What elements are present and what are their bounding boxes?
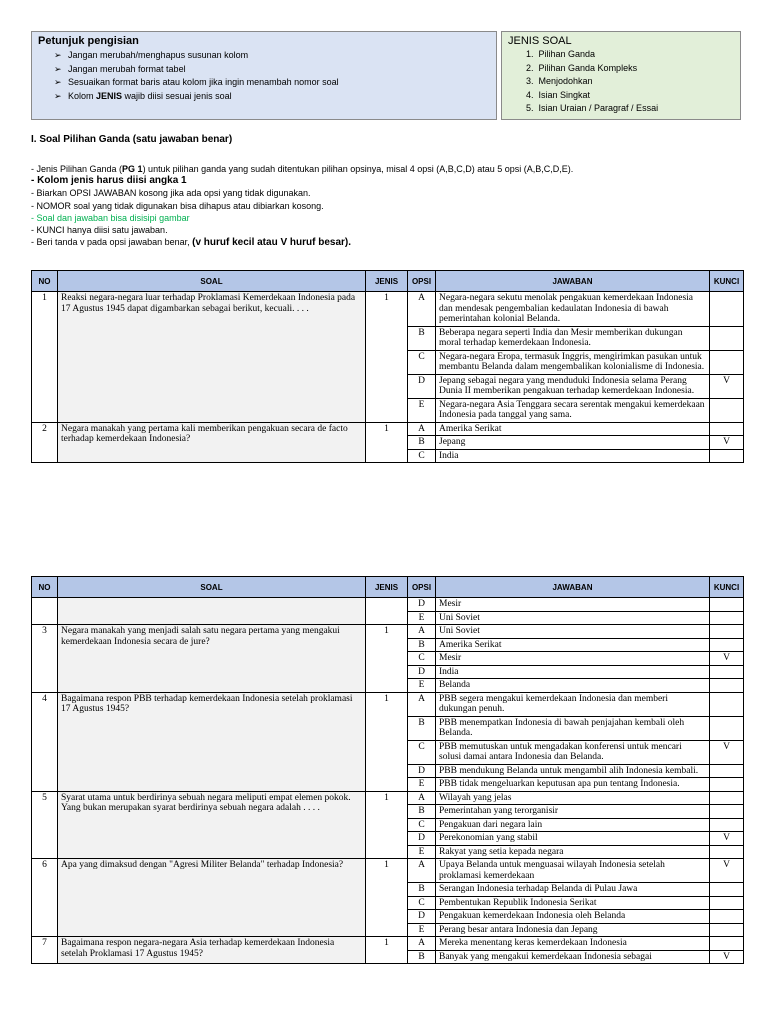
answer-key-cell: V bbox=[710, 950, 744, 964]
answer-key-cell bbox=[710, 910, 744, 924]
answer-text-cell: India bbox=[436, 449, 710, 463]
section-title: I. Soal Pilihan Ganda (satu jawaban benar) bbox=[31, 134, 233, 145]
answer-text-cell: Perekonomian yang stabil bbox=[436, 832, 710, 846]
table-row bbox=[32, 859, 744, 883]
answer-key-cell bbox=[710, 805, 744, 819]
option-letter-cell: E bbox=[408, 679, 436, 693]
question-type-cell: 1 bbox=[366, 292, 408, 423]
answer-key-cell: V bbox=[710, 859, 744, 883]
answer-key-cell bbox=[710, 350, 744, 374]
answer-text-cell: PBB tidak mengeluarkan keputusan apa pun tentang Indonesia. bbox=[436, 778, 710, 792]
question-number-cell bbox=[32, 598, 58, 625]
header-opsi: OPSI bbox=[408, 577, 436, 598]
answer-key-cell bbox=[710, 845, 744, 859]
question-type-item: 5. Isian Uraian / Paragraf / Essai bbox=[526, 103, 659, 113]
answer-key-cell bbox=[710, 449, 744, 463]
answer-text-cell: Upaya Belanda untuk menguasai wilayah Indonesia setelah proklamasi kemerdekaan bbox=[436, 859, 710, 883]
option-letter-cell: E bbox=[408, 611, 436, 625]
answer-text-cell: Serangan Indonesia terhadap Belanda di Pulau Jawa bbox=[436, 883, 710, 897]
question-text-cell: Apa yang dimaksud dengan "Agresi Militer Belanda" terhadap Indonesia? bbox=[58, 859, 366, 937]
instructions-box bbox=[31, 31, 497, 120]
question-number-cell: 2 bbox=[32, 422, 58, 463]
option-letter-cell: C bbox=[408, 652, 436, 666]
arrow-bullet-icon: ➢ bbox=[54, 77, 62, 87]
answer-text-cell: Amerika Serikat bbox=[436, 638, 710, 652]
question-types-list bbox=[502, 48, 740, 116]
answer-text-cell: Belanda bbox=[436, 679, 710, 693]
header-soal: SOAL bbox=[58, 271, 366, 292]
option-letter-cell: B bbox=[408, 883, 436, 897]
option-letter-cell: B bbox=[408, 638, 436, 652]
option-letter-cell: E bbox=[408, 398, 436, 422]
question-type-cell: 1 bbox=[366, 859, 408, 937]
answer-text-cell: Pengakuan kemerdekaan Indonesia oleh Belanda bbox=[436, 910, 710, 924]
question-type-cell: 1 bbox=[366, 422, 408, 463]
table-header-row bbox=[32, 577, 744, 598]
option-letter-cell: D bbox=[408, 374, 436, 398]
answer-key-cell bbox=[710, 778, 744, 792]
answer-key-cell bbox=[710, 398, 744, 422]
question-types-title: JENIS SOAL bbox=[508, 35, 572, 47]
answer-text-cell: India bbox=[436, 665, 710, 679]
questions-table bbox=[31, 576, 744, 964]
answer-key-cell bbox=[710, 292, 744, 327]
question-types-box bbox=[501, 31, 741, 120]
option-letter-cell: D bbox=[408, 832, 436, 846]
answer-text-cell: Mesir bbox=[436, 598, 710, 612]
arrow-bullet-icon: ➢ bbox=[54, 63, 62, 74]
table-row bbox=[32, 292, 744, 327]
header-jenis: JENIS bbox=[366, 271, 408, 292]
answer-text-cell: Pembentukan Republik Indonesia Serikat bbox=[436, 896, 710, 910]
question-type-cell: 1 bbox=[366, 692, 408, 791]
answer-text-cell: Pengakuan dari negara lain bbox=[436, 818, 710, 832]
answer-text-cell: Uni Soviet bbox=[436, 611, 710, 625]
answer-text-cell: Uni Soviet bbox=[436, 625, 710, 639]
answer-text-cell: PBB menempatkan Indonesia di bawah penjajahan kembali oleh Belanda. bbox=[436, 716, 710, 740]
question-type-cell: 1 bbox=[366, 791, 408, 859]
answer-text-cell: Mesir bbox=[436, 652, 710, 666]
option-letter-cell: A bbox=[408, 292, 436, 327]
header-no: NO bbox=[32, 271, 58, 292]
notes-block bbox=[31, 163, 741, 249]
header-kunci: KUNCI bbox=[710, 271, 744, 292]
answer-text-cell: Negara-negara Eropa, termasuk Inggris, mengirimkan pasukan untuk membantu Belanda dalam mengembalikan kolonialisme di Indonesia. bbox=[436, 350, 710, 374]
answer-key-cell bbox=[710, 692, 744, 716]
answer-text-cell: Mereka menentang keras kemerdekaan Indonesia bbox=[436, 937, 710, 951]
answer-key-cell: V bbox=[710, 740, 744, 764]
header-no: NO bbox=[32, 577, 58, 598]
table-row bbox=[32, 937, 744, 951]
answer-text-cell: Pemerintahan yang terorganisir bbox=[436, 805, 710, 819]
header-jenis: JENIS bbox=[366, 577, 408, 598]
answer-key-cell bbox=[710, 422, 744, 436]
answer-key-cell: V bbox=[710, 832, 744, 846]
answer-text-cell: PBB mendukung Belanda untuk mengambil alih Indonesia kembali. bbox=[436, 764, 710, 778]
answer-key-cell bbox=[710, 883, 744, 897]
note-line: - Biarkan OPSI JAWABAN kosong jika ada opsi yang tidak digunakan. bbox=[31, 188, 311, 199]
question-type-cell: 1 bbox=[366, 937, 408, 964]
option-letter-cell: C bbox=[408, 449, 436, 463]
question-text-cell: Syarat utama untuk berdirinya sebuah negara meliputi empat elemen pokok. Yang bukan merupakan syarat berdirinya sebuah negara adalah . . . . bbox=[58, 791, 366, 859]
instruction-item: ➢ Kolom JENIS wajib diisi sesuai jenis soal bbox=[54, 90, 496, 104]
instructions-title: Petunjuk pengisian bbox=[38, 35, 139, 47]
note-line: - NOMOR soal yang tidak digunakan bisa dihapus atau dibiarkan kosong. bbox=[31, 200, 324, 211]
header-soal: SOAL bbox=[58, 577, 366, 598]
questions-table bbox=[31, 270, 744, 463]
header-opsi: OPSI bbox=[408, 271, 436, 292]
header-jawaban: JAWABAN bbox=[436, 271, 710, 292]
question-type-item: 2. Pilihan Ganda Kompleks bbox=[526, 62, 638, 73]
answer-key-cell bbox=[710, 611, 744, 625]
answer-key-cell bbox=[710, 896, 744, 910]
note-line: - Beri tanda v pada opsi jawaban benar, (v huruf kecil atau V huruf besar). bbox=[31, 237, 352, 249]
arrow-bullet-icon: ➢ bbox=[54, 50, 62, 60]
option-letter-cell: B bbox=[408, 805, 436, 819]
answer-text-cell: PBB memutuskan untuk mengadakan konferensi untuk mencari solusi damai antara Indonesia dan Belanda. bbox=[436, 740, 710, 764]
option-letter-cell: D bbox=[408, 665, 436, 679]
table-row bbox=[32, 598, 744, 612]
answer-text-cell: Negara-negara Asia Tenggara secara serentak mengakui kemerdekaan Indonesia pada tanggal yang sama. bbox=[436, 398, 710, 422]
table-header-row bbox=[32, 271, 744, 292]
question-number-cell: 5 bbox=[32, 791, 58, 859]
option-letter-cell: A bbox=[408, 625, 436, 639]
question-text-cell: Bagaimana respon negara-negara Asia terhadap kemerdekaan Indonesia setelah Proklamasi 17 Agustus 1945? bbox=[58, 937, 366, 964]
instruction-item: ➢ Jangan merubah/menghapus susunan kolom bbox=[54, 49, 496, 63]
question-number-cell: 7 bbox=[32, 937, 58, 964]
answer-key-cell bbox=[710, 923, 744, 937]
question-type-item: 1. Pilihan Ganda bbox=[526, 49, 596, 59]
answer-text-cell: Rakyat yang setia kepada negara bbox=[436, 845, 710, 859]
instruction-item: ➢ Sesuaikan format baris atau kolom jika ingin menambah nomor soal bbox=[54, 76, 496, 90]
option-letter-cell: C bbox=[408, 896, 436, 910]
answer-key-cell bbox=[710, 598, 744, 612]
answer-key-cell: V bbox=[710, 436, 744, 450]
note-line: - Jenis Pilihan Ganda (PG 1) untuk pilihan ganda yang sudah ditentukan pilihan opsinya, misal 4 opsi (A,B,C,D) atau 5 opsi (A,B,C,D,E). bbox=[31, 164, 574, 174]
note-line: - Kolom jenis harus diisi angka 1 bbox=[31, 175, 187, 187]
option-letter-cell: B bbox=[408, 716, 436, 740]
option-letter-cell: A bbox=[408, 937, 436, 951]
question-number-cell: 4 bbox=[32, 692, 58, 791]
answer-key-cell bbox=[710, 791, 744, 805]
answer-text-cell: Banyak yang mengakui kemerdekaan Indonesia sebagai bbox=[436, 950, 710, 964]
table-row bbox=[32, 625, 744, 639]
option-letter-cell: B bbox=[408, 436, 436, 450]
question-type-item: 3. Menjodohkan bbox=[526, 76, 593, 86]
question-number-cell: 1 bbox=[32, 292, 58, 423]
answer-text-cell: Amerika Serikat bbox=[436, 422, 710, 436]
answer-key-cell bbox=[710, 764, 744, 778]
answer-text-cell: Jepang bbox=[436, 436, 710, 450]
question-type-item: 4. Isian Singkat bbox=[526, 89, 591, 100]
question-text-cell: Negara manakah yang menjadi salah satu negara pertama yang mengakui kemerdekaan Indonesia secara de jure? bbox=[58, 625, 366, 693]
answer-text-cell: Wilayah yang jelas bbox=[436, 791, 710, 805]
option-letter-cell: A bbox=[408, 859, 436, 883]
answer-key-cell bbox=[710, 716, 744, 740]
option-letter-cell: E bbox=[408, 778, 436, 792]
option-letter-cell: E bbox=[408, 845, 436, 859]
question-text-cell: Reaksi negara-negara luar terhadap Proklamasi Kemerdekaan Indonesia pada 17 Agustus 1945 dapat digambarkan sebagai berikut, kecuali. . . . bbox=[58, 292, 366, 423]
table-row bbox=[32, 692, 744, 716]
answer-key-cell: V bbox=[710, 374, 744, 398]
option-letter-cell: B bbox=[408, 950, 436, 964]
answer-key-cell: V bbox=[710, 652, 744, 666]
option-letter-cell: D bbox=[408, 764, 436, 778]
table-row bbox=[32, 422, 744, 436]
option-letter-cell: C bbox=[408, 350, 436, 374]
question-number-cell: 3 bbox=[32, 625, 58, 693]
option-letter-cell: C bbox=[408, 740, 436, 764]
arrow-bullet-icon: ➢ bbox=[54, 90, 62, 101]
option-letter-cell: A bbox=[408, 692, 436, 716]
question-type-cell: 1 bbox=[366, 625, 408, 693]
answer-key-cell bbox=[710, 679, 744, 693]
answer-text-cell: Beberapa negara seperti India dan Mesir memberikan dukungan moral terhadap kemerdekaan Indonesia. bbox=[436, 326, 710, 350]
question-number-cell: 6 bbox=[32, 859, 58, 937]
question-text-cell: Bagaimana respon PBB terhadap kemerdekaan Indonesia setelah proklamasi 17 Agustus 1945? bbox=[58, 692, 366, 791]
note-line: - KUNCI hanya diisi satu jawaban. bbox=[31, 225, 168, 236]
header-jawaban: JAWABAN bbox=[436, 577, 710, 598]
answer-key-cell bbox=[710, 665, 744, 679]
question-text-cell bbox=[58, 598, 366, 625]
answer-text-cell: PBB segera mengakui kemerdekaan Indonesia dan memberi dukungan penuh. bbox=[436, 692, 710, 716]
table-row bbox=[32, 791, 744, 805]
option-letter-cell: C bbox=[408, 818, 436, 832]
instruction-item: ➢ Jangan merubah format tabel bbox=[54, 63, 496, 77]
option-letter-cell: A bbox=[408, 422, 436, 436]
answer-key-cell bbox=[710, 326, 744, 350]
option-letter-cell: B bbox=[408, 326, 436, 350]
option-letter-cell: A bbox=[408, 791, 436, 805]
answer-key-cell bbox=[710, 818, 744, 832]
header-kunci: KUNCI bbox=[710, 577, 744, 598]
answer-text-cell: Perang besar antara Indonesia dan Jepang bbox=[436, 923, 710, 937]
answer-key-cell bbox=[710, 937, 744, 951]
answer-key-cell bbox=[710, 625, 744, 639]
question-type-cell bbox=[366, 598, 408, 625]
option-letter-cell: D bbox=[408, 910, 436, 924]
question-text-cell: Negara manakah yang pertama kali memberikan pengakuan secara de facto terhadap kemerdekaan Indonesia? bbox=[58, 422, 366, 463]
answer-text-cell: Jepang sebagai negara yang menduduki Indonesia selama Perang Dunia II memberikan pengakuan terhadap kemerdekaan Indonesia. bbox=[436, 374, 710, 398]
answer-text-cell: Negara-negara sekutu menolak pengakuan kemerdekaan Indonesia dan mendesak pengembalian kedaulatan Indonesia di bawah pemerintahan kolonial Belanda. bbox=[436, 292, 710, 327]
answer-key-cell bbox=[710, 638, 744, 652]
option-letter-cell: E bbox=[408, 923, 436, 937]
note-line: - Soal dan jawaban bisa disisipi gambar bbox=[31, 212, 190, 223]
instructions-list bbox=[32, 49, 496, 103]
option-letter-cell: D bbox=[408, 598, 436, 612]
